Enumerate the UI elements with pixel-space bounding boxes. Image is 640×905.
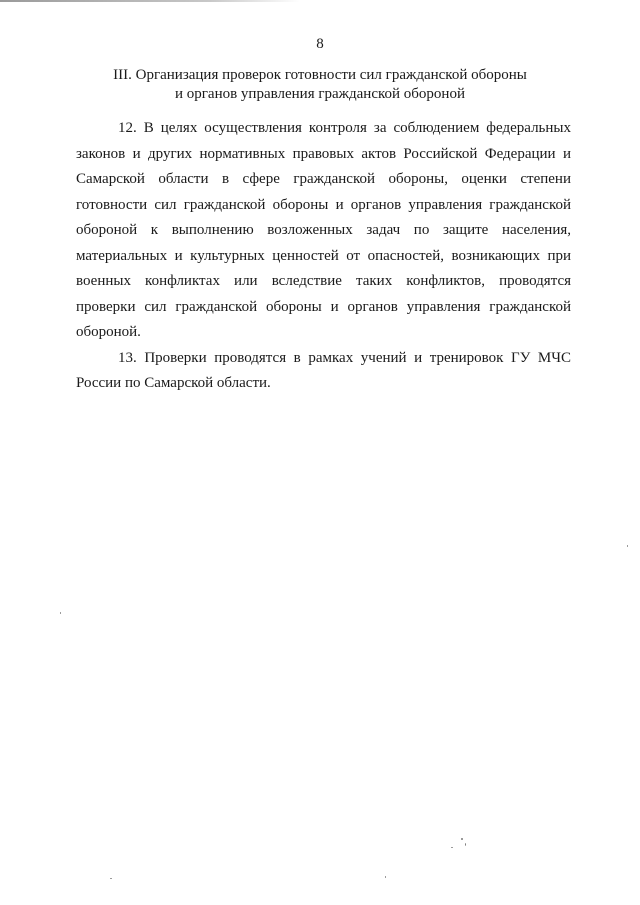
section-title-line-2: и органов управления гражданской обороной: [174, 86, 465, 102]
scan-edge-line: [0, 0, 300, 2]
section-title-line-1: III. Организация проверок готовности сил гражданской обороны: [113, 67, 527, 83]
paragraph-13: 13. Проверки проводятся в рамках учений и тренировок ГУ МЧС России по Самарской области.: [76, 349, 571, 391]
scan-speck: [451, 847, 453, 848]
page-number: 8: [316, 36, 324, 52]
scan-speck: [60, 612, 61, 614]
scan-speck: [110, 878, 112, 879]
document-body: [76, 116, 571, 397]
paragraph-12: 12. В целях осуществления контроля за соблюдением федеральных законов и других нормативных правовых актов Российской Федерации и Самарской области в сфере гражданской обороны, оценки степени готовности сил гражданской обороны и органов управления гражданской обороной к выполнению возложенных задач по защите населения, материальных и культурных ценностей от опасностей, возникающих при военных конфликтах или вследствие таких конфликтов, проводятся проверки сил гражданской обороны и органов управления гражданской обороной.: [76, 120, 571, 340]
scan-speck: [627, 545, 628, 547]
scan-speck: [385, 876, 386, 878]
scan-speck: [461, 838, 463, 840]
section-title: [60, 66, 580, 104]
scan-speck: [465, 843, 466, 846]
